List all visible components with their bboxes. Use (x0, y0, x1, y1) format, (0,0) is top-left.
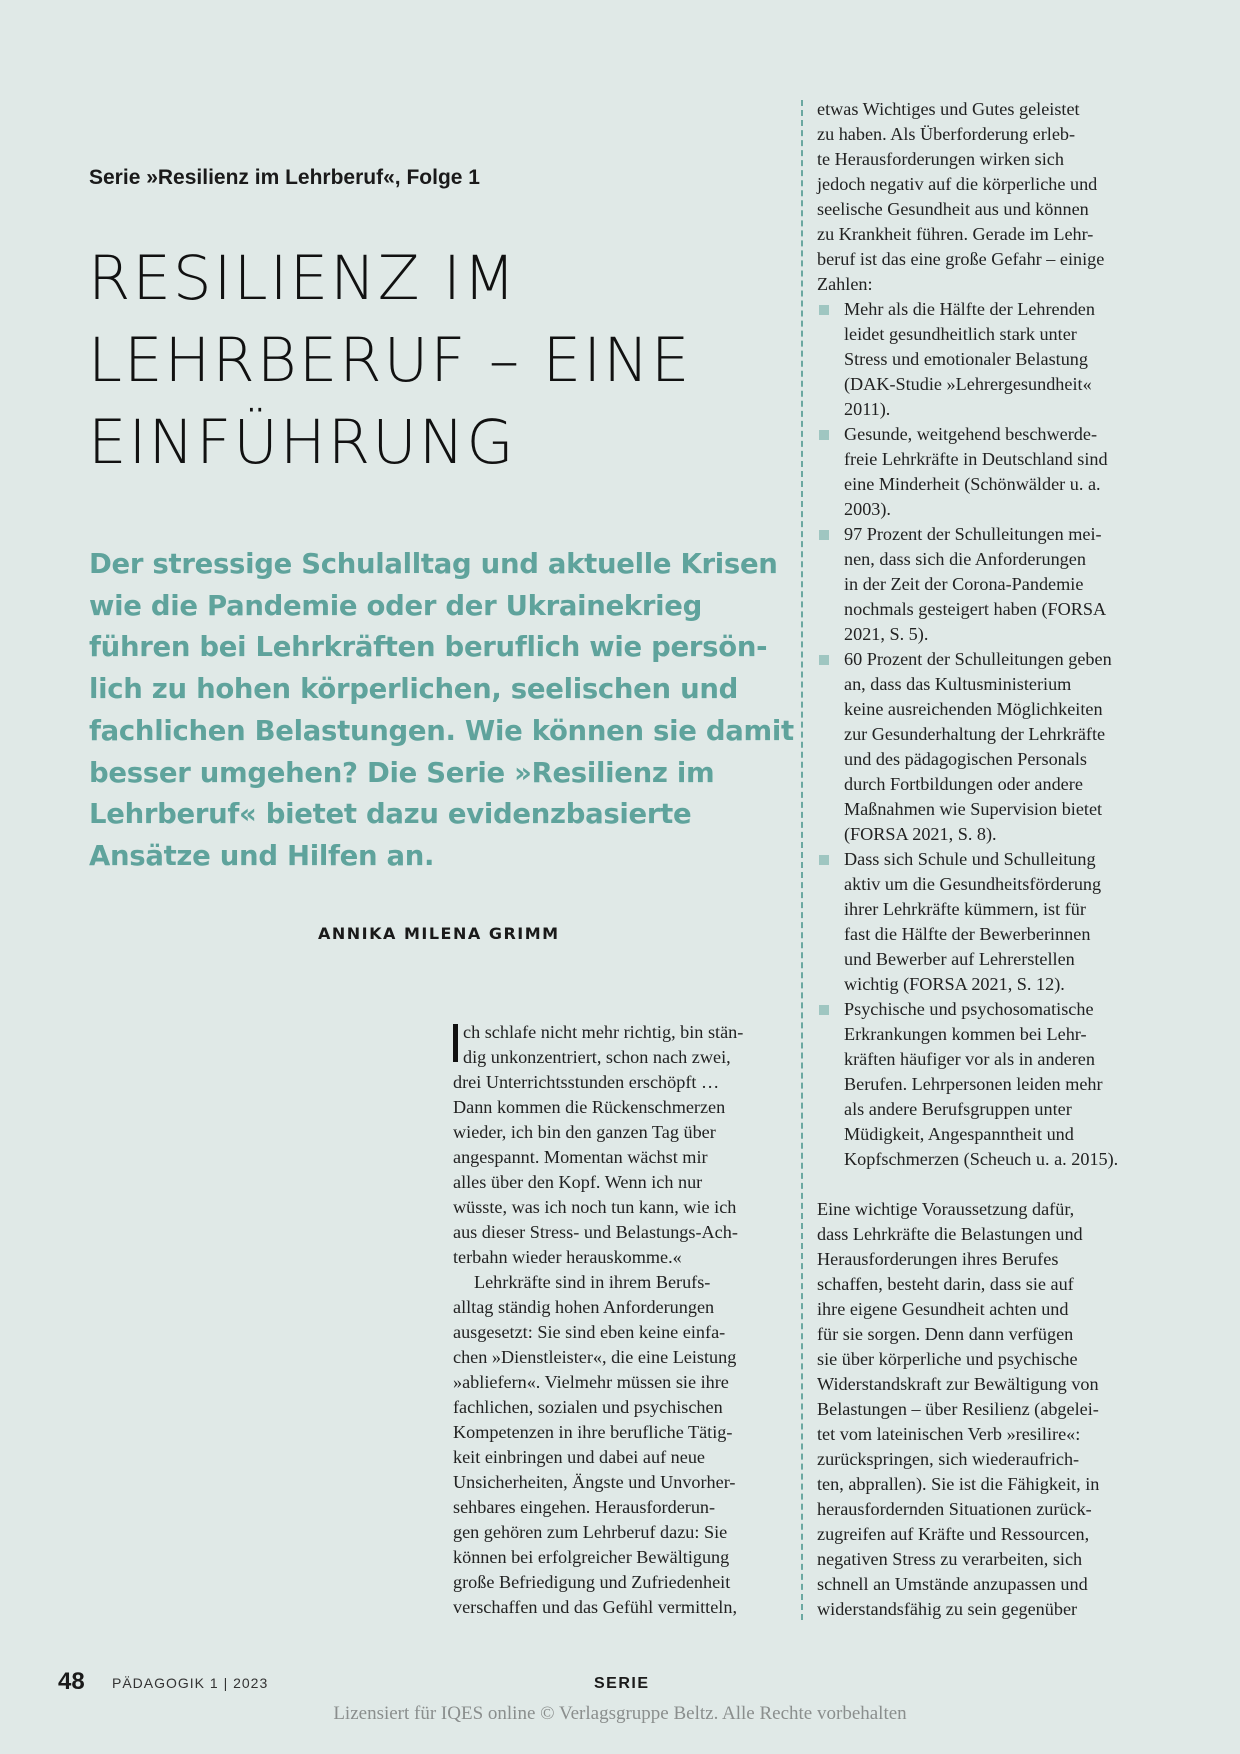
magazine-issue: PÄDAGOGIK 1 | 2023 (112, 1675, 269, 1691)
text-line: fachlichen, sozialen und psychischen (453, 1397, 723, 1417)
author-name: ANNIKA MILENA GRIMM (318, 924, 560, 943)
text-line: jedoch negativ auf die körperliche und (817, 174, 1098, 194)
text-line: fachlichen Belastungen. Wie können sie damit (89, 714, 794, 747)
title-line: RESILIENZ IM (88, 243, 518, 314)
bullet-item (817, 647, 1157, 847)
text-line: seelische Gesundheit aus und können (817, 199, 1089, 219)
text-line: ihre eigene Gesundheit achten und (817, 1299, 1069, 1319)
text-line: drei Unterrichtsstunden erschöpft … (453, 1072, 720, 1092)
text-line: aus dieser Stress- und Belastungs-Ach- (453, 1222, 738, 1242)
text-line: Ansätze und Hilfen an. (89, 839, 435, 872)
text-line: ten, abprallen). Sie ist die Fähigkeit, in (817, 1474, 1100, 1494)
text-line: zugreifen auf Kräfte und Ressourcen, (817, 1524, 1090, 1544)
text-line: sehbares eingehen. Herausforderun- (453, 1497, 716, 1517)
text-line: wie die Pandemie oder der Ukrainekrieg (89, 589, 703, 622)
text-line: wichtig (FORSA 2021, S. 12). (844, 974, 1065, 994)
bullet-item (817, 522, 1157, 647)
article-lede (89, 544, 794, 878)
text-line: verschaffen und das Gefühl vermitteln, (453, 1597, 738, 1617)
text-line: kräften häufiger vor als in anderen (844, 1049, 1095, 1069)
text-line: freie Lehrkräfte in Deutschland sind (844, 449, 1108, 469)
text-line: Lehrkräfte sind in ihrem Berufs- (474, 1272, 711, 1292)
text-line: ihrer Lehrkräfte kümmern, ist für (844, 899, 1086, 919)
text-line: angespannt. Momentan wächst mir (453, 1147, 708, 1167)
text-line: etwas Wichtiges und Gutes geleistet (817, 99, 1080, 119)
bullet-square-icon (819, 530, 829, 540)
text-line: Eine wichtige Voraussetzung dafür, (817, 1199, 1075, 1219)
text-line: durch Fortbildungen oder andere (844, 774, 1083, 794)
bullet-item (817, 847, 1157, 997)
body-column-left (453, 1020, 783, 1620)
text-line: für sie sorgen. Denn dann verfügen (817, 1324, 1074, 1344)
text-line: 97 Prozent der Schulleitungen mei- (844, 524, 1102, 544)
text-line: Dann kommen die Rückenschmerzen (453, 1097, 726, 1117)
text-line: beruf ist das eine große Gefahr – einige (817, 249, 1105, 269)
text-line: herausfordernden Situationen zurück- (817, 1499, 1092, 1519)
text-line: Maßnahmen wie Supervision bietet (844, 799, 1103, 819)
bullet-item (817, 422, 1157, 522)
text-line: wieder, ich bin den ganzen Tag über (453, 1122, 716, 1142)
title-line: EINFÜHRUNG (88, 407, 516, 478)
text-line: zur Gesunderhaltung der Lehrkräfte (844, 724, 1106, 744)
text-line: schnell an Umstände anzupassen und (817, 1574, 1088, 1594)
text-line: alles über den Kopf. Wenn ich nur (453, 1172, 703, 1192)
text-line: (DAK-Studie »Lehrergesundheit« (844, 374, 1092, 394)
series-kicker: Serie »Resilienz im Lehrberuf«, Folge 1 (89, 166, 480, 189)
text-line: zu haben. Als Überforderung erleb- (817, 124, 1076, 144)
text-line: und Bewerber auf Lehrerstellen (844, 949, 1075, 969)
text-line: Mehr als die Hälfte der Lehrenden (844, 299, 1095, 319)
text-line: besser umgehen? Die Serie »Resilienz im (89, 756, 715, 789)
text-line: sie über körperliche und psychische (817, 1349, 1078, 1369)
text-line: Herausforderungen ihres Berufes (817, 1249, 1059, 1269)
text-line: an, dass das Kultusministerium (844, 674, 1072, 694)
text-line: dig unkonzentriert, schon nach zwei, (463, 1047, 731, 1067)
text-line: keit einbringen und dabei auf neue (453, 1447, 706, 1467)
bullet-square-icon (819, 305, 829, 315)
text-line: zurückspringen, sich wiederaufrich- (817, 1449, 1080, 1469)
body-column-right (817, 97, 1157, 1622)
text-line: Berufen. Lehrpersonen leiden mehr (844, 1074, 1103, 1094)
text-line: nen, dass sich die Anforderungen (844, 549, 1086, 569)
text-line: und des pädagogischen Personals (844, 749, 1087, 769)
text-line: als andere Berufsgruppen unter (844, 1099, 1072, 1119)
text-line: Zahlen: (817, 274, 873, 294)
text-line: tet vom lateinischen Verb »resilire«: (817, 1424, 1081, 1444)
text-line: Der stressige Schulalltag und aktuelle Krisen (89, 548, 778, 580)
text-line: große Befriedigung und Zufriedenheit (453, 1572, 731, 1592)
bullet-square-icon (819, 855, 829, 865)
text-line: führen bei Lehrkräften beruflich wie persön- (89, 631, 768, 664)
text-line: dass Lehrkräfte die Belastungen und (817, 1224, 1083, 1244)
drop-cap (453, 1024, 458, 1062)
text-line: »abliefern«. Vielmehr müssen sie ihre (453, 1372, 729, 1392)
text-line: können bei erfolgreicher Bewältigung (453, 1547, 730, 1567)
text-line: zu Krankheit führen. Gerade im Lehr- (817, 224, 1094, 244)
bullet-square-icon (819, 430, 829, 440)
text-line: keine ausreichenden Möglichkeiten (844, 699, 1103, 719)
text-line: schaffen, besteht darin, dass sie auf (817, 1274, 1074, 1294)
text-line: Widerstandskraft zur Bewältigung von (817, 1374, 1099, 1394)
text-line: fast die Hälfte der Bewerberinnen (844, 924, 1091, 944)
text-line: widerstandsfähig zu sein gegenüber (817, 1599, 1078, 1619)
bullet-item (817, 297, 1157, 422)
text-line: 2011). (844, 399, 891, 419)
text-line: terbahn wieder herauskomme.« (453, 1247, 682, 1267)
text-line: Lehrberuf« bietet dazu evidenzbasierte (89, 798, 692, 831)
text-line: chen »Dienstleister«, die eine Leistung (453, 1347, 737, 1367)
bullet-square-icon (819, 655, 829, 665)
bullet-square-icon (819, 1005, 829, 1015)
text-line: ch schlafe nicht mehr richtig, bin stän- (463, 1022, 744, 1042)
text-line: Stress und emotionaler Belastung (844, 349, 1088, 369)
text-line: nochmals gesteigert haben (FORSA (844, 599, 1107, 619)
text-line: 2021, S. 5). (844, 624, 929, 644)
text-line: Müdigkeit, Angespanntheit und (844, 1124, 1074, 1144)
text-line: 2003). (844, 499, 891, 519)
text-line: Kompetenzen in ihre berufliche Tätig- (453, 1422, 733, 1442)
text-line: negativen Stress zu verarbeiten, sich (817, 1549, 1083, 1569)
text-line: Erkrankungen kommen bei Lehr- (844, 1024, 1087, 1044)
text-line: leidet gesundheitlich stark unter (844, 324, 1077, 344)
text-line: Dass sich Schule und Schulleitung (844, 849, 1096, 869)
text-line: alltag ständig hohen Anforderungen (453, 1297, 715, 1317)
text-line: gen gehören zum Lehrberuf dazu: Sie (453, 1522, 728, 1542)
text-line: te Herausforderungen wirken sich (817, 149, 1064, 169)
text-line: eine Minderheit (Schönwälder u. a. (844, 474, 1101, 494)
text-line: (FORSA 2021, S. 8). (844, 824, 997, 844)
column-divider (801, 100, 803, 1620)
text-line: Psychische und psychosomatische (844, 999, 1094, 1019)
text-line: Belastungen – über Resilienz (abgelei- (817, 1399, 1099, 1419)
license-notice: Lizensiert für IQES online © Verlagsgruppe Beltz. Alle Rechte vorbehalten (333, 1703, 907, 1724)
bullet-item (817, 997, 1157, 1172)
section-label: SERIE (594, 1675, 650, 1692)
text-line: 60 Prozent der Schulleitungen geben (844, 649, 1112, 669)
text-line: Gesunde, weitgehend beschwerde- (844, 424, 1098, 444)
text-line: lich zu hohen körperlichen, seelischen und (89, 673, 739, 706)
text-line: aktiv um die Gesundheitsförderung (844, 874, 1102, 894)
text-line: ausgesetzt: Sie sind eben keine einfa- (453, 1322, 726, 1342)
title-line: LEHRBERUF – EINE (88, 325, 692, 396)
text-line: in der Zeit der Corona-Pandemie (844, 574, 1084, 594)
article-title (88, 238, 691, 484)
text-line: Unsicherheiten, Ängste und Unvorher- (453, 1472, 736, 1492)
text-line: Kopfschmerzen (Scheuch u. a. 2015). (844, 1149, 1119, 1169)
page-number: 48 (58, 1668, 85, 1695)
text-line: wüsste, was ich noch tun kann, wie ich (453, 1197, 737, 1217)
